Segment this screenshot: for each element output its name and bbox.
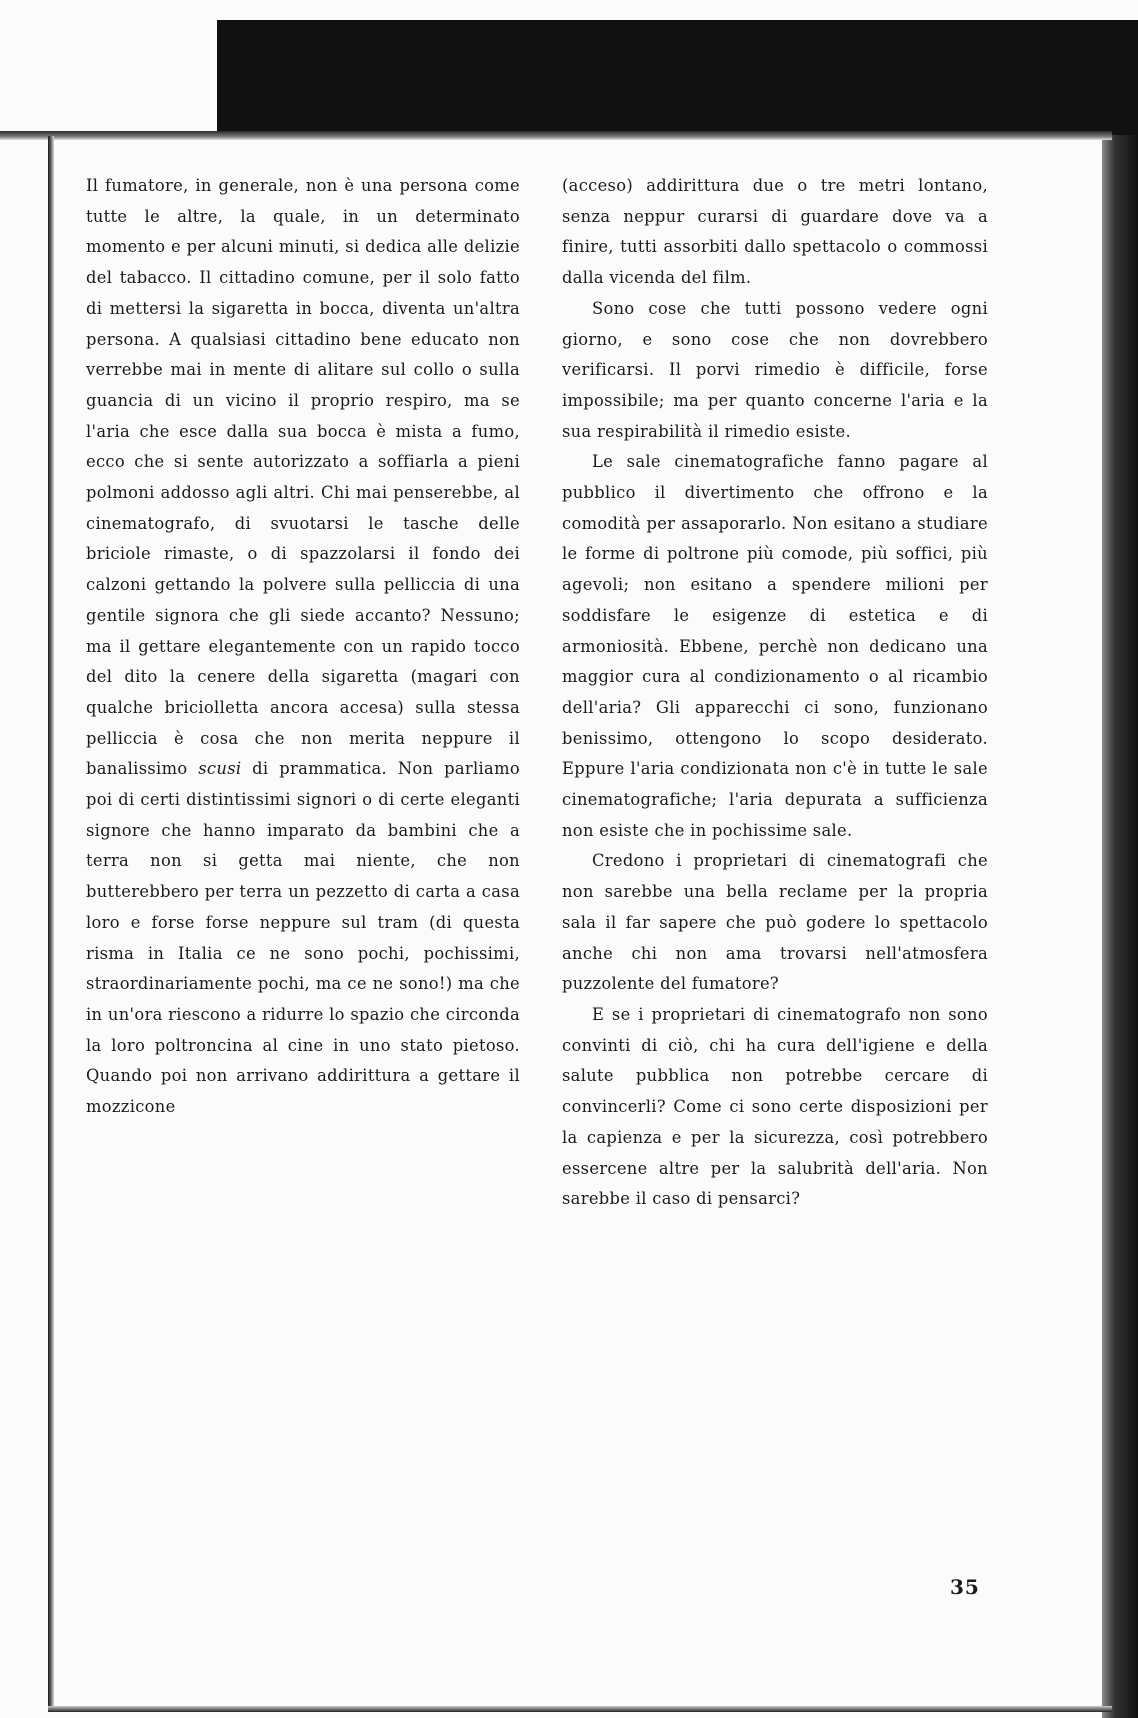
- paragraph: Le sale cinematografiche fanno pagare al pubblico il divertimento che offrono e la comodità per assaporarlo. Non esitano a studiare le forme di poltrone più comode, più soffici, più agevoli; non esitano a spendere milioni per soddisfare le esigenze di estetica e di armoniosità. Ebbene, perchè non dedicano una maggior cura al condizionamento o al ricambio dell'aria? Gli apparecchi ci sono, funzionano benissimo, ottengono lo scopo desiderato. Eppure l'aria condizionata non c'è in tutte le sale cinematografiche; l'aria depurata a sufficienza non esiste che in pochissime sale.: [562, 452, 988, 840]
- page-edge-bottom: [48, 1706, 1112, 1712]
- page-edge-top: [0, 131, 1112, 140]
- text-column-right: [562, 171, 988, 1215]
- scan-dark-band-top: [217, 20, 1138, 135]
- paragraph: [86, 171, 520, 1123]
- page-edge-left: [48, 136, 54, 1712]
- paragraph-text: Il fumatore, in generale, non è una persona come tutte le altre, la quale, in un determinato momento e per alcuni minuti, si dedica alle delizie del tabacco. Il cittadino comune, per il solo fatto di mettersi la sigaretta in bocca, diventa un'altra persona. A qualsiasi cittadino bene educato non verrebbe mai in mente di alitare sul collo o sulla guancia di un vicino il proprio respiro, ma se l'aria che esce dalla sua bocca è mista a fumo, ecco che si sente autorizzato a soffiarla a pieni polmoni addosso agli altri. Chi mai penserebbe, al cinematografo, di svuotarsi le tasche delle briciole rimaste, o di spazzolarsi il fondo dei calzoni gettando la polvere sulla pelliccia di una gentile signora che gli siede accanto? Nessuno; ma il gettare elegantemente con un rapido tocco del dito la cenere della sigaretta (magari con qualche briciolletta ancora accesa) sulla stessa pelliccia è cosa che non merita neppure il banalissimo: [86, 176, 520, 779]
- paragraph-text: di prammatica. Non parliamo poi di certi distintissimi signori o di certe eleganti signore che hanno imparato da bambini che a terra non si getta mai niente, che non butterebbero per terra un pezzetto di carta a casa loro e forse forse neppure sul tram (di questa risma in Italia ce ne sono pochi, pochissimi, straordinariamente pochi, ma ce ne sono!) ma che in un'ora riescono a ridurre lo spazio che circonda la loro poltroncina al cine in uno stato pietoso. Quando poi non arrivano addirittura a gettare il mozzicone: [86, 759, 520, 1117]
- paragraph: (acceso) addirittura due o tre metri lontano, senza neppur curarsi di guardare dove va a finire, tutti assorbiti dallo spettacolo o commossi dalla vicenda del film.: [562, 176, 988, 288]
- text-column-left: [86, 171, 520, 1123]
- paragraph: Sono cose che tutti possono vedere ogni giorno, e sono cose che non dovrebbero verificarsi. Il porvi rimedio è difficile, forse impossibile; ma per quanto concerne l'aria e la sua respirabilità il rimedio esiste.: [562, 298, 988, 441]
- scan-dark-band-right: [1102, 135, 1138, 1718]
- paragraph: Credono i proprietari di cinematografi che non sarebbe una bella reclame per la propria sala il far sapere che può godere lo spettacolo anche chi non ama trovarsi nell'atmosfera puzzolente del fumatore?: [562, 851, 988, 994]
- italic-word: scusi: [198, 759, 242, 779]
- paragraph: E se i proprietari di cinematografo non sono convinti di ciò, chi ha cura dell'igiene e della salute pubblica non potrebbe cercare di convincerli? Come ci sono certe disposizioni per la capienza e per la sicurezza, così potrebbero essercene altre per la salubrità dell'aria. Non sarebbe il caso di pensarci?: [562, 1004, 988, 1209]
- page-number: 35: [950, 1575, 980, 1599]
